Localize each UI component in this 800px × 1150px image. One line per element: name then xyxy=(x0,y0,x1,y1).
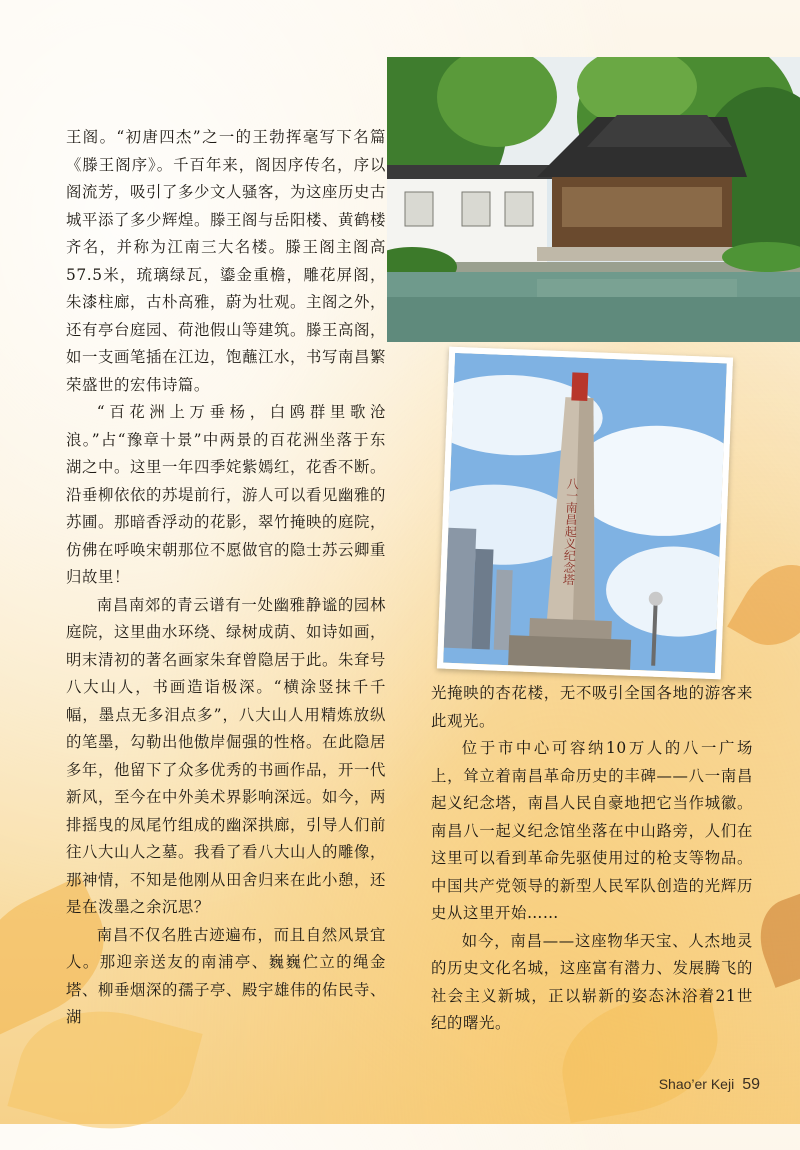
monument-inscription: 八一南昌起义纪念塔 xyxy=(561,477,580,586)
autumn-leaf-decoration xyxy=(748,892,800,988)
paragraph-scenery: 南昌不仅名胜古迹遍布，而且自然风景宜人。那迎亲送友的南浦亭、巍巍伫立的绳金塔、柳垂烟深的孺子亭、殿宇雄伟的佑民寺、湖 xyxy=(66,925,386,1026)
article-right-column xyxy=(431,680,753,1038)
page-number: 59 xyxy=(742,1076,760,1093)
paragraph-nanchang-today: 如今，南昌——这座物华天宝、人杰地灵的历史文化名城，这座富有潜力、发展腾飞的社会主义新城，正以崭新的姿态沐浴着21世纪的曙光。 xyxy=(431,931,753,1032)
paragraph-tengwang-pavilion: 王阁。“初唐四杰”之一的王勃挥毫写下名篇《滕王阁序》。千百年来，阁因序传名，序以阁流芳，吸引了多少文人骚客，为这座历史古城平添了多少辉煌。滕王阁与岳阳楼、黄鹤楼齐名，并称为江南三大名楼。滕王阁主阁高57.5米，琉璃绿瓦，鎏金重檐，雕花屏阁，朱漆柱廊，古朴高雅，蔚为壮观。主阁之外，还有亭台庭园、荷池假山等建筑。滕王高阁，如一支画笔插在江边，饱蘸江水，书写南昌繁荣盛世的宏伟诗篇。 xyxy=(66,128,386,394)
article-left-column xyxy=(66,124,386,1032)
autumn-leaf-decoration xyxy=(727,549,800,662)
pavilion-image xyxy=(387,57,800,342)
monument-image xyxy=(443,353,727,673)
paragraph-scenery-continued: 光掩映的杏花楼，无不吸引全国各地的游客来此观光。 xyxy=(431,684,753,730)
page-footer xyxy=(659,1076,760,1094)
magazine-name: Shao’er Keji xyxy=(658,1076,735,1092)
paragraph-baihuazhou: “百花洲上万垂杨，白鸥群里歌沧浪。”占“豫章十景”中两景的百花洲坐落于东湖之中。这里一年四季姹紫嫣红，花香不断。沿垂柳依依的苏堤前行，游人可以看见幽雅的苏圃。那暗香浮动的花影，翠竹掩映的庭院，仿佛在呼唤宋朝那位不愿做官的隐士苏云卿重归故里！ xyxy=(66,403,386,586)
paragraph-bayi-square: 位于市中心可容纳10万人的八一广场上，耸立着南昌革命历史的丰碑——八一南昌起义纪念塔，南昌人民自豪地把它当作城徽。南昌八一起义纪念馆坐落在中山路旁，人们在这里可以看到革命先驱使用过的枪支等物品。中国共产党领导的新型人民军队创造的光辉历史从这里开始…… xyxy=(431,739,753,922)
pavilion-photo xyxy=(387,57,800,342)
paragraph-qingyunpu: 南昌南郊的青云谱有一处幽雅静谧的园林庭院，这里曲水环绕、绿树成荫、如诗如画，明末清初的著名画家朱耷曾隐居于此。朱耷号八大山人，书画造诣极深。“横涂竖抹千千幅，墨点无多泪点多”，八大山人用精炼放纵的笔墨，勾勒出他傲岸倔强的性格。在此隐居多年，他留下了众多优秀的书画作品，开一代新风，至今在中外美术界影响深远。如今，两排摇曳的凤尾竹组成的幽深拱廊，引导人们前往八大山人之墓。我看了看八大山人的雕像，那神情，不知是他刚从田舍归来在此小憩，还是在泼墨之余沉思？ xyxy=(66,595,386,916)
monument-photo xyxy=(437,347,733,680)
